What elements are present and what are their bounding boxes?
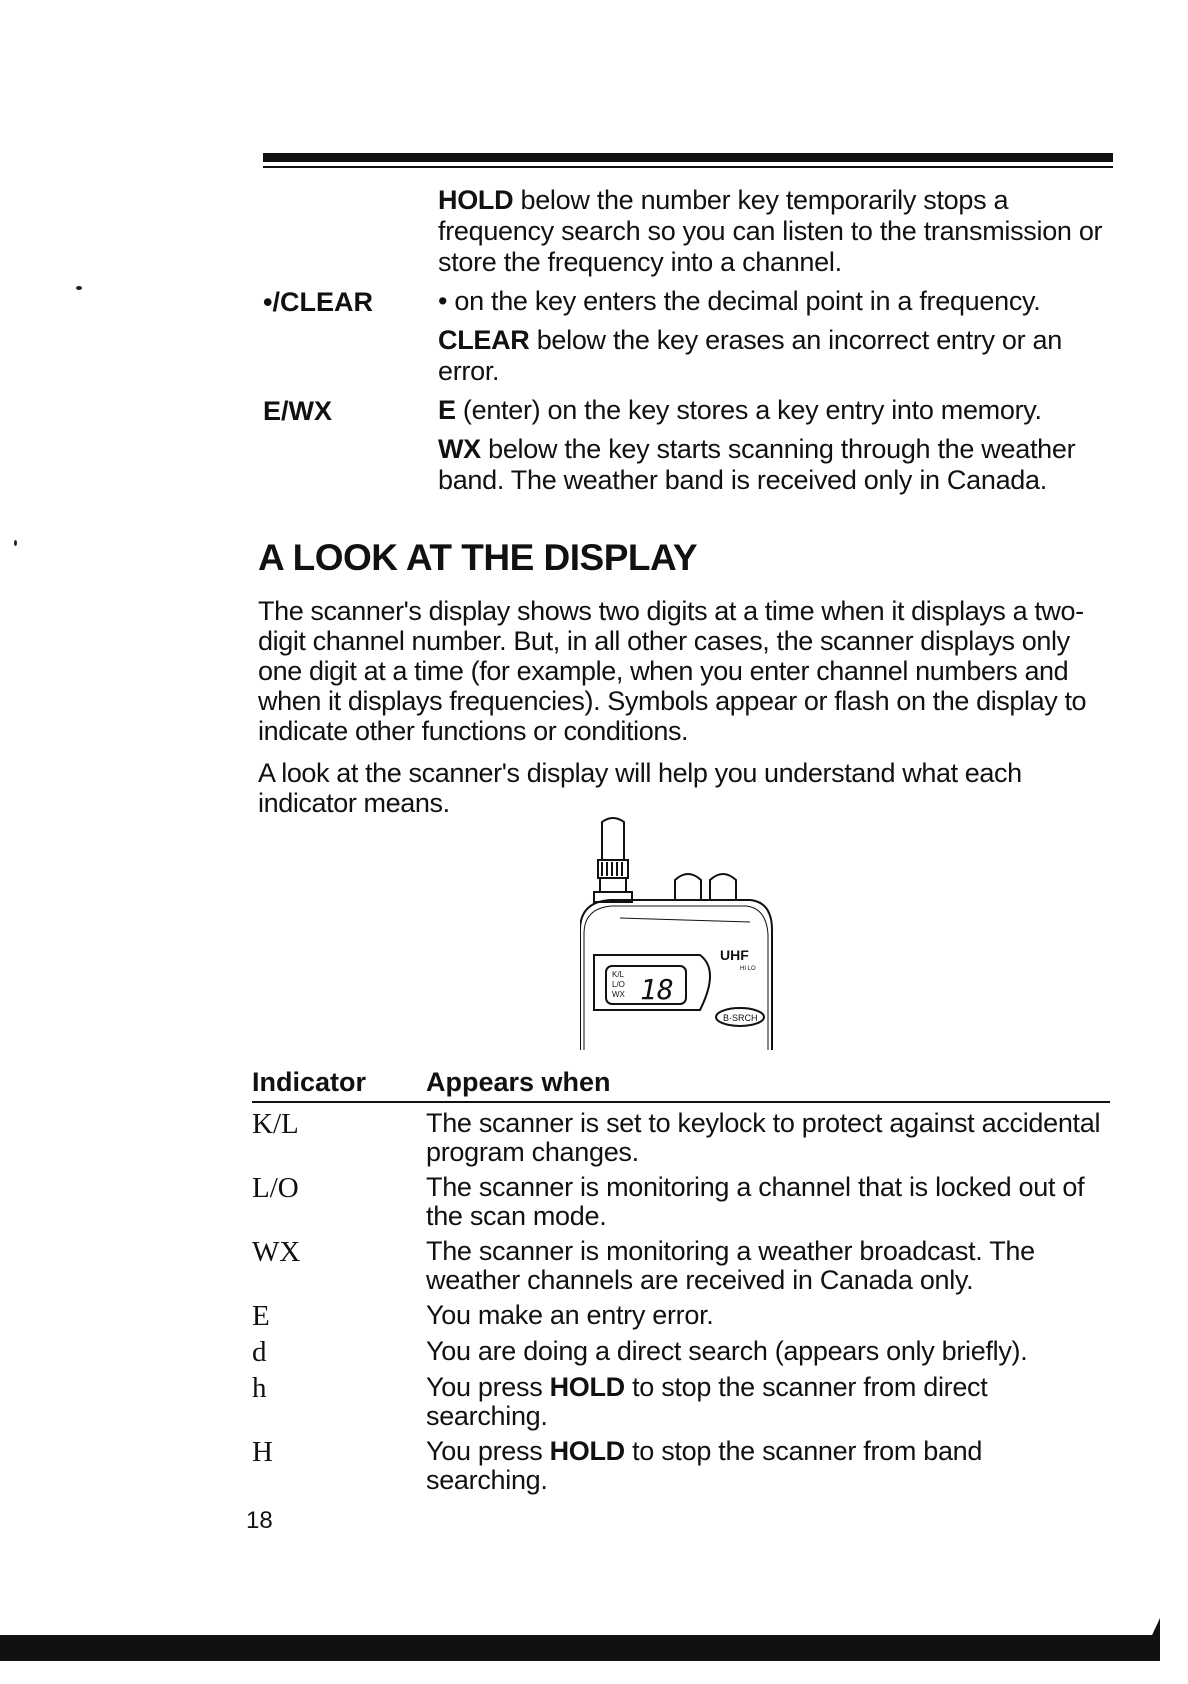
indicator-row bbox=[252, 1109, 1110, 1167]
definition-text: (enter) on the key stores a key entry into memory. bbox=[455, 395, 1042, 425]
definition-key-label: E bbox=[438, 395, 456, 425]
definition-body bbox=[438, 395, 1118, 504]
scan-speck bbox=[14, 540, 17, 546]
definition-text: below the number key temporarily stops a frequency search so you can listen to the transmission or store the frequency into a channel. bbox=[438, 185, 1103, 277]
definition-row bbox=[263, 185, 1118, 286]
page-number: 18 bbox=[246, 1507, 273, 1534]
definition-text: • on the key enters the decimal point in a frequency. bbox=[438, 286, 1041, 316]
description-text: to stop the scanner from direct searching. bbox=[426, 1372, 988, 1431]
definition-term: •/CLEAR bbox=[263, 287, 373, 317]
definition-key-label: HOLD bbox=[438, 185, 514, 215]
indicator-symbol: K/L bbox=[252, 1108, 299, 1140]
definition-row bbox=[263, 395, 1118, 504]
description-text: The scanner is monitoring a weather broadcast. The weather channels are received in Canada only. bbox=[426, 1236, 1035, 1295]
indicator-description bbox=[426, 1109, 1110, 1167]
indicator-symbol: E bbox=[252, 1300, 270, 1332]
indicator-row bbox=[252, 1337, 1110, 1367]
key-name: HOLD bbox=[549, 1436, 625, 1466]
definition-row bbox=[263, 286, 1118, 395]
description-text: You are doing a direct search (appears only briefly). bbox=[426, 1336, 1028, 1366]
antenna bbox=[594, 818, 632, 902]
indicator-symbol: L/O bbox=[252, 1172, 299, 1204]
bottom-scan-bar bbox=[0, 1635, 1160, 1661]
definition-key-label: WX bbox=[438, 434, 481, 464]
definition-body bbox=[438, 185, 1118, 286]
definition-key-label: CLEAR bbox=[438, 325, 530, 355]
indicator-table-header bbox=[252, 1067, 1110, 1103]
header-indicator: Indicator bbox=[252, 1067, 367, 1097]
definition-text: below the key erases an incorrect entry or an error. bbox=[438, 325, 1062, 386]
description-text: The scanner is set to keylock to protect against accidental program changes. bbox=[426, 1108, 1101, 1167]
intro-paragraph: The scanner's display shows two digits at a time when it displays a two-digit channel number. But, in all other cases, the scanner displays only one digit at a time (for example, when you enter channel numbers and when it displays frequencies). Symbols appear or flash on the display to indicate other functions or conditions. bbox=[258, 596, 1087, 746]
definition-paragraph bbox=[438, 325, 1118, 387]
indicator-description bbox=[426, 1301, 1110, 1331]
description-text: You press bbox=[426, 1436, 550, 1466]
definition-term bbox=[263, 185, 438, 286]
squelch-knob bbox=[710, 874, 736, 900]
intro-paragraph: A look at the scanner's display will help you understand what each indicator means. bbox=[258, 758, 1022, 818]
lcd-label-lo: L/O bbox=[612, 980, 625, 989]
brand-sub: HI LO bbox=[740, 966, 756, 972]
definition-paragraph bbox=[438, 395, 1118, 426]
definition-text: below the key starts scanning through the weather band. The weather band is received only in Canada. bbox=[438, 434, 1076, 495]
bottom-scan-tip bbox=[1140, 1618, 1160, 1661]
indicator-table bbox=[252, 1067, 1110, 1495]
volume-knob bbox=[675, 874, 701, 900]
indicator-description bbox=[426, 1373, 1110, 1431]
definition-body bbox=[438, 286, 1118, 395]
key-name: HOLD bbox=[549, 1372, 625, 1402]
header-appears-when: Appears when bbox=[426, 1067, 611, 1097]
definition-paragraph bbox=[438, 185, 1118, 278]
top-rule-thick bbox=[263, 153, 1113, 162]
description-text: The scanner is monitoring a channel that is locked out of the scan mode. bbox=[426, 1172, 1085, 1231]
indicator-row bbox=[252, 1173, 1110, 1231]
band-search-label: B·SRCH bbox=[723, 1013, 758, 1023]
brand-logo: UHF bbox=[720, 947, 749, 963]
description-text: You press bbox=[426, 1372, 550, 1402]
lcd-label-kl: K/L bbox=[612, 970, 625, 979]
section-title: A LOOK AT THE DISPLAY bbox=[258, 537, 698, 578]
indicator-symbol: WX bbox=[252, 1236, 301, 1268]
indicator-description bbox=[426, 1237, 1110, 1295]
scan-speck bbox=[76, 286, 82, 290]
definition-paragraph bbox=[438, 286, 1118, 317]
indicator-symbol: H bbox=[252, 1436, 273, 1468]
indicator-description bbox=[426, 1437, 1110, 1495]
indicator-symbol: d bbox=[252, 1336, 267, 1368]
lcd-label-wx: WX bbox=[612, 990, 625, 999]
indicator-rows bbox=[252, 1109, 1110, 1495]
scanner-illustration bbox=[580, 810, 830, 1050]
top-rule-thin bbox=[263, 166, 1113, 168]
indicator-row bbox=[252, 1301, 1110, 1331]
description-text: to stop the scanner from band searching. bbox=[426, 1436, 983, 1495]
indicator-description bbox=[426, 1173, 1110, 1231]
lcd-digits: 18 bbox=[640, 973, 674, 1006]
description-text: You make an entry error. bbox=[426, 1300, 714, 1330]
key-definitions bbox=[263, 185, 1118, 504]
section-intro bbox=[258, 596, 1118, 830]
device-body bbox=[580, 900, 772, 1050]
indicator-row bbox=[252, 1373, 1110, 1431]
indicator-description bbox=[426, 1337, 1110, 1367]
indicator-row bbox=[252, 1437, 1110, 1495]
indicator-row bbox=[252, 1237, 1110, 1295]
definition-paragraph bbox=[438, 434, 1118, 496]
indicator-symbol: h bbox=[252, 1372, 267, 1404]
definition-term: E/WX bbox=[263, 396, 333, 426]
